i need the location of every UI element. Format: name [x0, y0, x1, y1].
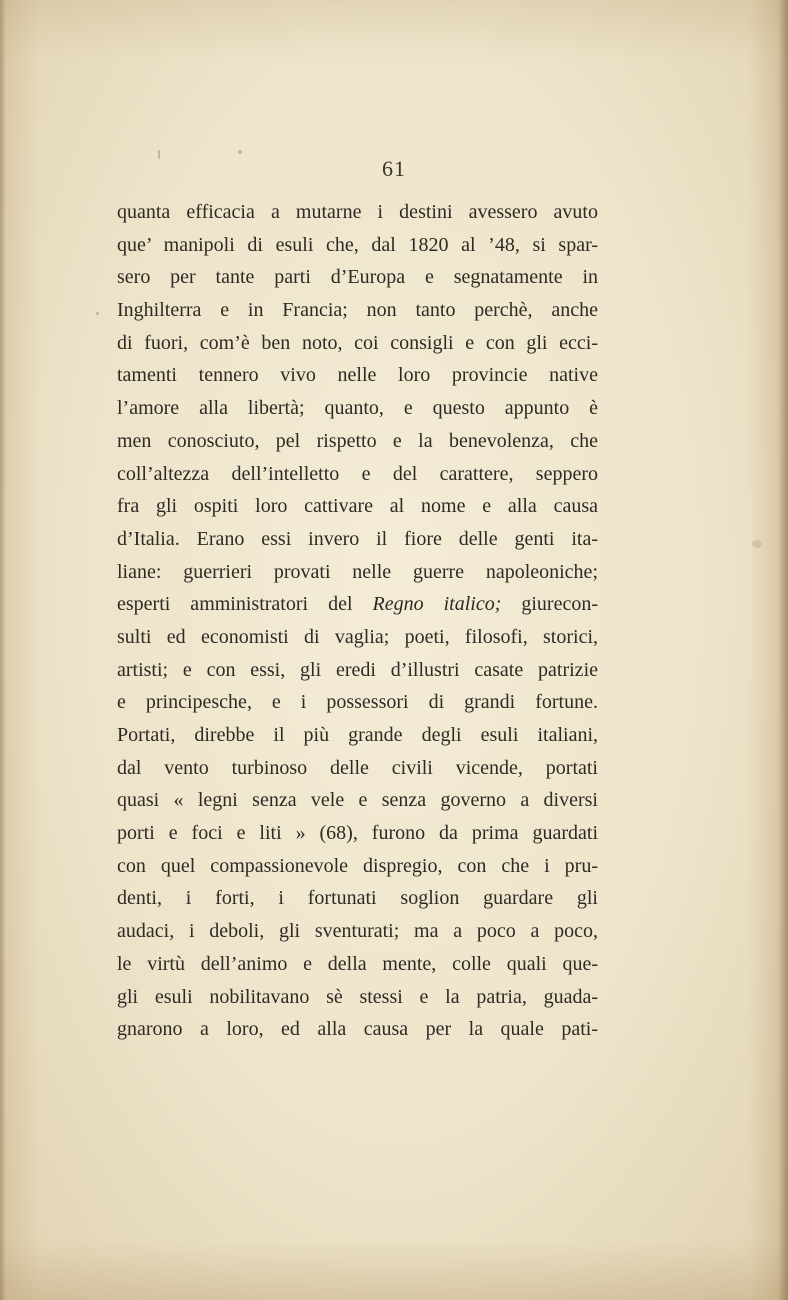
italic-title: Regno italico; — [372, 593, 502, 616]
text-segment: Inghilterra e in Francia; non tanto perchè, anche — [117, 299, 598, 322]
text-line — [117, 425, 598, 458]
text-line — [117, 458, 598, 491]
page-edge-shadow-right — [778, 0, 788, 1300]
text-line — [117, 523, 598, 556]
text-segment: quasi « legni senza vele e senza governo a diversi — [117, 789, 598, 812]
text-line — [117, 850, 598, 883]
text-segment: sero per tante parti d’Europa e segnatamente in — [117, 266, 598, 289]
text-segment: esperti amministratori del — [117, 593, 373, 616]
text-line — [117, 686, 598, 719]
text-line — [117, 556, 598, 589]
text-segment: coll’altezza dell’intelletto e del carattere, seppero — [117, 462, 598, 485]
text-segment: e principesche, e i possessori di grandi fortune. — [117, 691, 598, 714]
text-segment: liane: guerrieri provati nelle guerre napoleoniche; — [117, 560, 598, 583]
text-segment: quanta efficacia a mutarne i destini avessero avuto — [117, 201, 598, 223]
text-line — [117, 261, 598, 294]
paper-speck — [238, 150, 242, 154]
text-segment: di fuori, com’è ben noto, coi consigli e con gli ecci- — [117, 331, 598, 354]
text-segment: fra gli ospiti loro cattivare al nome e alla causa — [117, 495, 598, 518]
text-segment: audaci, i deboli, gli sventurati; ma a poco a poco, — [117, 920, 598, 943]
text-line — [117, 392, 598, 425]
text-segment: tamenti tennero vivo nelle loro provincie native — [117, 364, 598, 387]
text-line — [117, 882, 598, 915]
text-line — [117, 588, 598, 621]
text-segment: artisti; e con essi, gli eredi d’illustri casate patrizie — [117, 658, 598, 681]
text-segment: dal vento turbinoso delle civili vicende, portati — [117, 756, 598, 779]
text-line — [117, 327, 598, 360]
text-line — [117, 654, 598, 687]
text-segment: denti, i forti, i fortunati soglion guardare gli — [117, 887, 598, 910]
text-line — [117, 621, 598, 654]
text-line — [117, 294, 598, 327]
text-segment: le virtù dell’animo e della mente, colle quali que- — [117, 952, 598, 975]
text-segment: men conosciuto, pel rispetto e la benevolenza, che — [117, 429, 598, 452]
paper-speck — [752, 540, 762, 548]
text-segment: sulti ed economisti di vaglia; poeti, filosofi, storici, — [117, 625, 598, 648]
text-segment: gli esuli nobilitavano sè stessi e la patria, guada- — [117, 985, 598, 1008]
text-line — [117, 784, 598, 817]
text-segment: porti e foci e liti » (68), furono da prima guardati — [117, 822, 598, 845]
text-line — [117, 359, 598, 392]
text-line — [117, 229, 598, 262]
text-line — [117, 752, 598, 785]
text-line — [117, 196, 598, 229]
text-segment: gnarono a loro, ed alla causa per la quale pati- — [117, 1018, 598, 1041]
text-segment: Portati, direbbe il più grande degli esuli italiani, — [117, 724, 598, 746]
text-line — [117, 490, 598, 523]
text-line — [117, 719, 598, 752]
text-line — [117, 915, 598, 948]
body-text — [117, 196, 598, 1046]
page-edge-shadow-left — [0, 0, 6, 1300]
text-segment: con quel compassionevole dispregio, con che i pru- — [117, 854, 598, 877]
text-segment: d’Italia. Erano essi invero il fiore delle genti ita- — [117, 527, 598, 550]
text-line — [117, 981, 598, 1014]
text-line — [117, 1013, 598, 1046]
paper-speck — [96, 312, 99, 315]
page-number: 61 — [382, 156, 406, 181]
text-segment: giurecon- — [501, 593, 598, 616]
text-segment: que’ manipoli di esuli che, dal 1820 al ’48, si spar- — [117, 233, 598, 256]
text-segment: l’amore alla libertà; quanto, e questo appunto è — [117, 397, 598, 420]
text-line — [117, 948, 598, 981]
text-line — [117, 817, 598, 850]
